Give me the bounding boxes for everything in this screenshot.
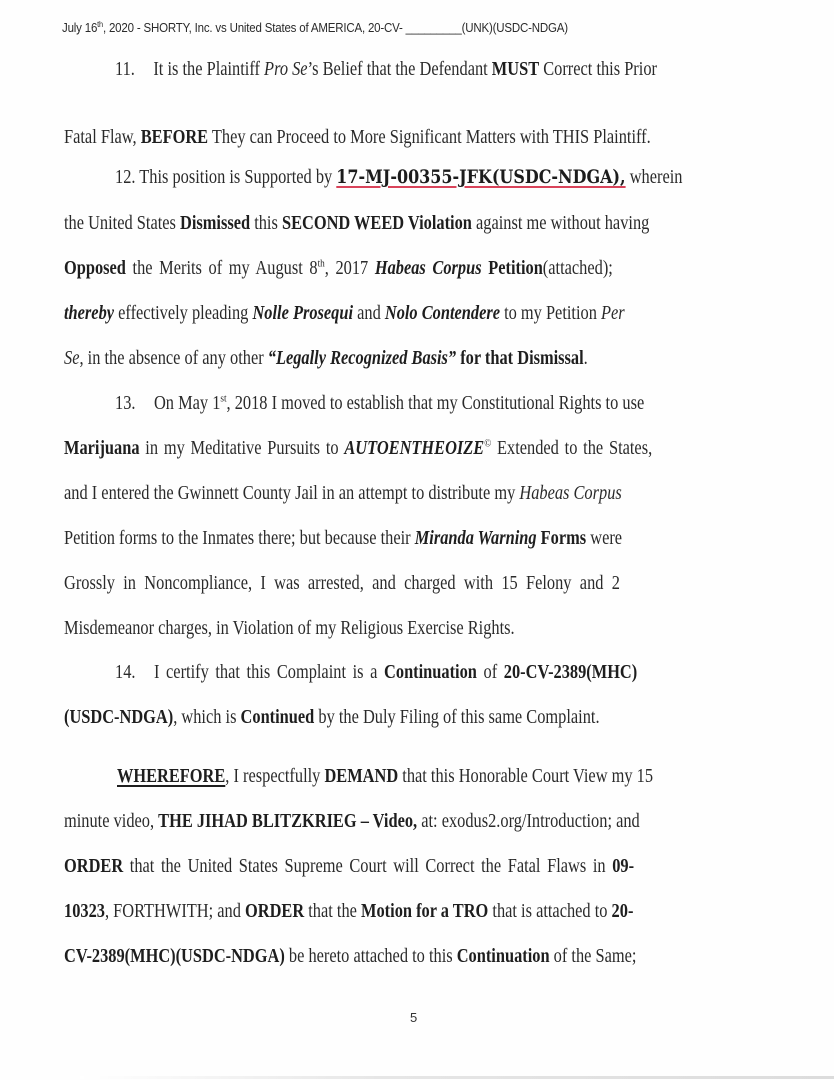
bold-italic-text: Nolo Contendere [384,303,500,324]
text: to my Petition [499,303,602,324]
bold-italic-text: Nolle Prosequi [252,303,354,324]
text: effectively pleading [114,303,253,324]
paragraph-11-line-2 [64,127,652,149]
paragraph-14-line-1 [115,662,703,684]
superscript: th [317,257,325,270]
paragraph-14-line-2 [64,707,652,729]
bold-text: BEFORE [140,127,209,148]
italic-text: Se [64,348,80,369]
text: , 2017 [324,258,375,279]
page-header [62,20,568,35]
bold-text: CV-2389(MHC)(USDC-NDGA) [64,946,285,967]
header-date-suffix: th [97,20,103,29]
bold-italic-text: Habeas Corpus [374,258,482,279]
bold-text: THE JIHAD BLITZKRIEG – Video, [158,811,418,832]
text: Fatal Flaw, [64,127,141,148]
text: They can Proceed to More Significant Matters with THIS Plaintiff. [208,127,651,148]
bold-italic-text: AUTOENTHEOIZE [344,438,485,459]
paragraph-13-line-3 [64,483,652,505]
paragraph-number: 14. [115,662,136,683]
text: Extended to the States, [491,438,653,459]
bold-text: ORDER [245,901,305,922]
paragraph-12-line-4 [64,303,652,325]
paragraph-number: 13. [115,393,136,414]
bold-text: 09- [612,856,635,877]
bold-text: for that Dismissal [456,348,584,369]
text: This position is Supported by [135,167,337,188]
text: of [476,662,504,683]
text: , 2018 I moved to establish that my Constitutional Rights to use [226,393,645,414]
paragraph-number: 12. [115,167,136,188]
paragraph-12-line-2 [64,213,652,235]
text: that is attached to [488,901,612,922]
bold-text: Motion for a TRO [361,901,489,922]
text: and [353,303,385,324]
bold-text: MUST [491,59,540,80]
paragraph-13-line-4 [64,528,652,550]
bold-text: Petition [488,258,543,279]
copyright-icon: © [484,437,492,450]
text: , I respectfully [225,766,325,787]
text: On May 1 [153,393,221,414]
wherefore-line-2 [64,811,652,833]
case-reference-link[interactable]: 17-MJ-00355-JFK(USDC-NDGA), [336,166,626,188]
header-date: July 16 [62,21,98,36]
wherefore-line-4 [64,901,652,923]
bold-text: SECOND WEED Violation [281,213,472,234]
paragraph-13-line-6 [64,618,652,640]
text: Correct this Prior [539,59,657,80]
bold-text: 20-CV-2389(MHC) [503,662,638,683]
text: wherein [625,167,683,188]
bold-text: DEMAND [324,766,399,787]
text: , in the absence of any other [79,348,268,369]
text: in my Meditative Pursuits to [139,438,345,459]
paragraph-12-line-1 [115,166,703,189]
wherefore-line-5 [64,946,652,968]
text: , which is [173,707,241,728]
superscript: st [220,392,227,405]
text: and I entered the Gwinnett County Jail in an attempt to distribute my [64,483,520,504]
text: the United States [64,213,181,234]
bold-text: 20- [611,901,634,922]
scan-edge-divider [80,1076,834,1079]
bold-text: Marijuana [64,438,140,459]
bold-text: ORDER [64,856,124,877]
text: at: exodus2.org/Introduction; and [417,811,640,832]
italic-text: Habeas Corpus [519,483,622,504]
text: It is the Plaintiff [153,59,265,80]
bold-text: Opposed [64,258,126,279]
bold-italic-text: “Legally Recognized Basis” [267,348,457,369]
bold-text: 10323 [64,901,105,922]
bold-text: Forms [540,528,587,549]
bold-italic-text: thereby [64,303,115,324]
text: that the [304,901,362,922]
paragraph-13-line-1 [115,393,703,415]
text: this [250,213,282,234]
italic-text: Pro Se [264,59,308,80]
wherefore-heading: WHEREFORE [117,766,226,787]
bold-italic-text: Miranda Warning [414,528,537,549]
text: against me without having [471,213,650,234]
text: (attached); [542,258,613,279]
bold-text: Continued [240,707,315,728]
paragraph-11-line-1 [115,59,703,81]
wherefore-line-1 [117,766,705,788]
text: Grossly in Noncompliance, I was arrested, and charged with 15 Felony and 2 [64,573,620,594]
bold-text: (USDC-NDGA) [64,707,174,728]
paragraph-13-line-2 [64,438,652,460]
bold-text: Continuation [384,662,477,683]
text: minute video, [64,811,159,832]
text: the Merits of my August 8 [125,258,318,279]
text: Petition forms to the Inmates there; but because their [64,528,415,549]
text: by the Duly Filing of this same Complaint. [314,707,600,728]
paragraph-number: 11. [115,59,135,80]
italic-text: Per [601,303,625,324]
text: Misdemeanor charges, in Violation of my Religious Exercise Rights. [64,618,515,639]
text: I certify that this Complaint is a [153,662,385,683]
paragraph-12-line-3 [64,258,652,280]
text: were [586,528,623,549]
wherefore-line-3 [64,856,652,878]
page-number: 5 [410,1010,418,1025]
text: that the United States Supreme Court will Correct the Fatal Flaws in [123,856,613,877]
text: that this Honorable Court View my 15 [398,766,654,787]
text: be hereto attached to this [284,946,457,967]
text: . [583,348,588,369]
paragraph-12-line-5 [64,348,652,370]
text: , FORTHWITH; and [104,901,246,922]
text: of the Same; [549,946,637,967]
bold-text: Dismissed [180,213,251,234]
paragraph-13-line-5 [64,573,652,595]
text: ’s Belief that the Defendant [307,59,492,80]
bold-text: Continuation [456,946,550,967]
header-case-caption: , 2020 - SHORTY, Inc. vs United States of AMERICA, 20-CV- _________(UNK)(USDC-NDGA) [102,21,568,36]
